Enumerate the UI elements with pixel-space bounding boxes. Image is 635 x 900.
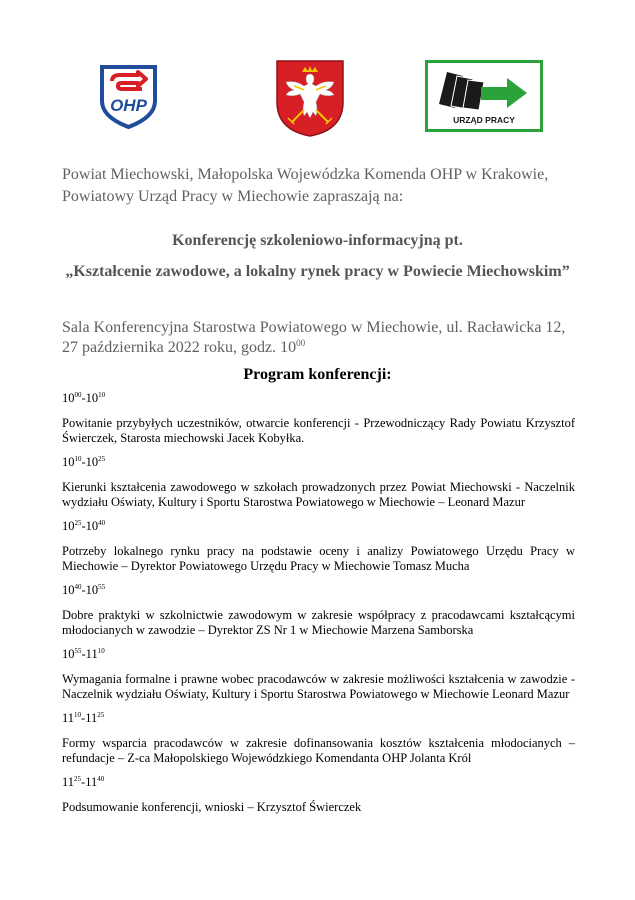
- logos-row: [0, 58, 635, 138]
- coat-of-arms-icon: [274, 58, 346, 138]
- program-time-end-m: 55: [98, 583, 106, 591]
- program-time-start-m: 10: [74, 455, 82, 463]
- program-item-time: $11^{25}-11^{40}$: [62, 775, 105, 789]
- urzad-pracy-logo-text: URZĄD PRACY: [453, 115, 515, 125]
- program-time-end-m: 40: [98, 519, 106, 527]
- program-time-end-h: 11: [85, 775, 98, 789]
- venue-line-2: [62, 338, 582, 358]
- program-heading: Program konferencji:: [243, 366, 392, 383]
- program-item-description: Formy wsparcia pracodawców w zakresie dofinansowania kosztów kształcenia młodocianych – refundacje – Z-ca Małopolskiego Wojewódzkiego Komendanta OHP Jolanta Król: [62, 736, 575, 765]
- program-time-start-h: 10: [62, 583, 75, 597]
- program-time-end-h: 10: [85, 519, 99, 533]
- program-list: [62, 391, 575, 824]
- ohp-logo-text: OHP: [110, 96, 147, 115]
- program-time-end-m: 25: [98, 455, 106, 463]
- conference-title-line-2: „Kształcenie zawodowe, a lokalny rynek pracy w Powiecie Miechowskim”: [65, 263, 570, 280]
- program-time-end-h: 11: [85, 711, 98, 725]
- program-item-time: $10^{25}-10^{40}$: [62, 519, 106, 533]
- program-time-end-h: 10: [85, 391, 99, 405]
- program-time-start-m: 40: [74, 583, 82, 591]
- program-item-time: $11^{10}-11^{25}$: [62, 711, 105, 725]
- intro-line-1: Powiat Miechowski, Małopolska Wojewódzka Komenda OHP w Krakowie,: [62, 166, 549, 183]
- program-item-description: Kierunki kształcenia zawodowego w szkołach prowadzonych przez Powiat Miechowski - Naczelnik wydziału Oświaty, Kultury i Sportu Starostwa Powiatowego w Miechowie – Leonard Mazur: [62, 480, 575, 509]
- program-time-start-h: 11: [62, 775, 75, 789]
- venue-date: 27 października 2022 roku, godz. 10: [62, 339, 297, 356]
- program-time-start-m: 00: [74, 391, 82, 399]
- program-item-description: Powitanie przybyłych uczestników, otwarcie konferencji - Przewodniczący Rady Powiatu Krzysztof Świerczek, Starosta miechowski Jacek Kobyłka.: [62, 416, 575, 445]
- intro-line-2: Powiatowy Urząd Pracy w Miechowie zapraszają na:: [62, 188, 404, 205]
- program-item-time: $10^{00}-10^{10}$: [62, 391, 106, 405]
- venue-line-1: Sala Konferencyjna Starostwa Powiatowego w Miechowie, ul. Racławicka 12,: [62, 319, 566, 336]
- program-item-description: Potrzeby lokalnego rynku pracy na podstawie oceny i analizy Powiatowego Urzędu Pracy w Miechowie – Dyrektor Powiatowego Urzędu Pracy w Miechowie Tomasz Mucha: [62, 544, 575, 573]
- program-time-end-m: 10: [98, 391, 106, 399]
- program-time-start-m: 10: [74, 711, 82, 719]
- program-time-start-h: 10: [62, 455, 75, 469]
- program-time-end-m: 40: [97, 775, 105, 783]
- program-time-start-m: 55: [74, 647, 82, 655]
- program-item-description: Dobre praktyki w szkolnictwie zawodowym w zakresie współpracy z pracodawcami kształcącymi młodocianych w zawodzie – Dyrektor ZS Nr 1 w Miechowie Marzena Samborska: [62, 608, 575, 637]
- ohp-logo: [92, 61, 165, 131]
- program-time-end-m: 10: [97, 647, 105, 655]
- program-time-end-h: 11: [85, 647, 98, 661]
- program-item-time: $10^{55}-11^{10}$: [62, 647, 105, 661]
- program-time-start-h: 10: [62, 519, 75, 533]
- program-item-time: $10^{10}-10^{25}$: [62, 455, 106, 469]
- venue-text: [62, 318, 582, 358]
- program-time-start-m: 25: [74, 775, 82, 783]
- program-time-start-h: 10: [62, 391, 75, 405]
- program-time-start-m: 25: [74, 519, 82, 527]
- program-item-description: Podsumowanie konferencji, wnioski – Krzysztof Świerczek: [62, 800, 362, 814]
- program-time-end-m: 25: [97, 711, 105, 719]
- program-time-end-h: 10: [85, 455, 99, 469]
- program-time-end-h: 10: [85, 583, 99, 597]
- program-item-description: Wymagania formalne i prawne wobec pracodawców w zakresie możliwości kształcenia w zawodzie - Naczelnik wydziału Oświaty, Kultury i Sportu Starostwa Powiatowego w Miechowie Leonard Mazur: [62, 672, 575, 701]
- program-time-start-h: 10: [62, 647, 75, 661]
- intro-text: [62, 164, 582, 208]
- program-time-start-h: 11: [62, 711, 75, 725]
- venue-time-sup: 00: [296, 338, 306, 348]
- urzad-pracy-logo: [425, 60, 543, 132]
- program-item-time: $10^{40}-10^{55}$: [62, 583, 106, 597]
- conference-title-line-1: Konferencję szkoleniowo-informacyjną pt.: [172, 232, 463, 249]
